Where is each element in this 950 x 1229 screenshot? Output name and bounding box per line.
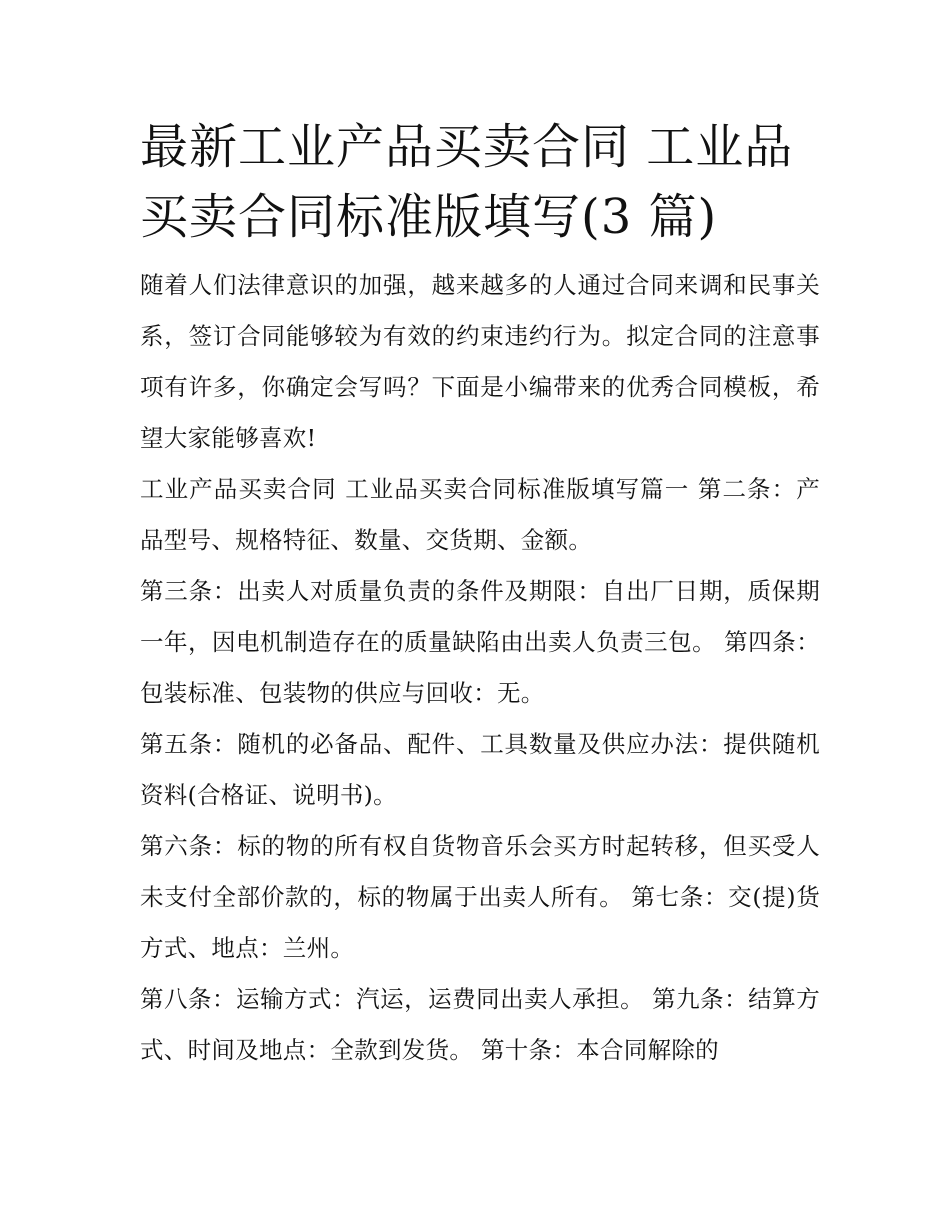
paragraph-article-8-10: 第八条：运输方式：汽运，运费同出卖人承担。 第九条：结算方式、时间及地点：全款到发货。 第十条：本合同解除的 (140, 985, 820, 1064)
paragraph-article-2: 工业产品买卖合同 工业品买卖合同标准版填写篇一 第二条：产品型号、规格特征、数量、交货期、金额。 (140, 475, 820, 554)
paragraph-article-5: 第五条：随机的必备品、配件、工具数量及供应办法：提供随机资料(合格证、说明书)。 (140, 730, 820, 809)
paragraph-intro: 随着人们法律意识的加强，越来越多的人通过合同来调和民事关系，签订合同能够较为有效的约束违约行为。拟定合同的注意事项有许多，你确定会写吗？下面是小编带来的优秀合同模板，希望大家能够喜欢! (140, 271, 820, 452)
document-page (140, 112, 820, 1076)
paragraph-article-6-7: 第六条：标的物的所有权自货物音乐会买方时起转移，但买受人未支付全部价款的，标的物属于出卖人所有。 第七条：交(提)货方式、地点：兰州。 (140, 832, 820, 962)
document-title (140, 112, 820, 252)
title-line-1: 最新工业产品买卖合同 工业品 (140, 119, 794, 175)
title-line-2: 买卖合同标准版填写(3 篇) (140, 189, 718, 245)
paragraph-article-3-4: 第三条：出卖人对质量负责的条件及期限：自出厂日期，质保期一年，因电机制造存在的质量缺陷由出卖人负责三包。 第四条：包装标准、包装物的供应与回收：无。 (140, 577, 820, 707)
